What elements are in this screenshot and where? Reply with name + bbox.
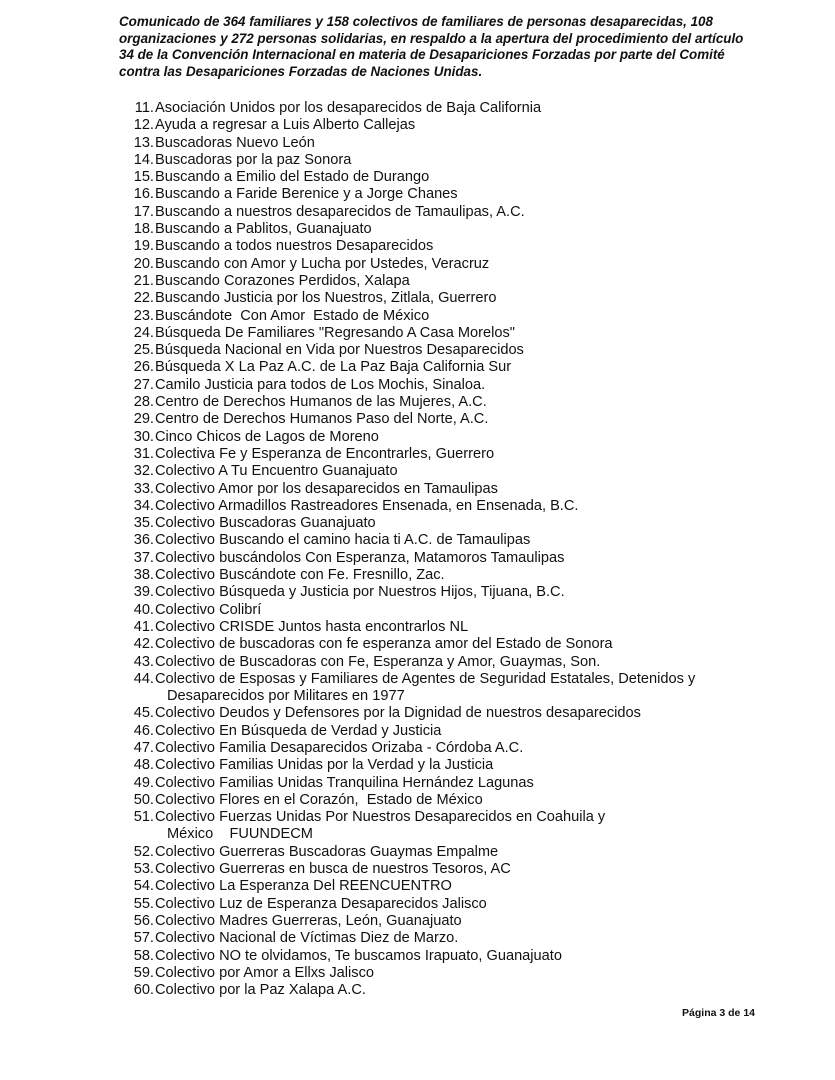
list-item-number: 46. [133,722,154,739]
list-item-line: Buscando Corazones Perdidos, Xalapa [155,272,410,289]
organization-list [118,100,768,999]
list-item-line: Buscando con Amor y Lucha por Ustedes, Veracruz [155,255,490,272]
list-item-line: Colectivo por la Paz Xalapa A.C. [155,982,366,999]
list-item-line: Buscando a Faride Berenice y a Jorge Chanes [155,186,458,203]
list-item [118,532,768,549]
list-item-line: Colectivo Flores en el Corazón, Estado de México [155,791,483,808]
list-item-line: Colectivo Buscando el camino hacia ti A.C. de Tamaulipas [155,532,531,549]
list-item-line: Buscadoras Nuevo León [155,134,315,151]
list-item-text [154,429,768,446]
header-line: 34 de la Convención Internacional en materia de Desapariciones Forzadas por parte del Comité [119,47,725,63]
list-item-text [154,342,768,359]
list-item-number: 12. [133,117,154,134]
list-item [118,550,768,567]
list-item-line: Colectivo Nacional de Víctimas Diez de Marzo. [155,930,459,947]
list-item-text [154,498,768,515]
list-item-number: 59. [133,964,154,981]
list-item [118,204,768,221]
list-item-text [154,965,768,982]
list-item-text [154,463,768,480]
list-item-text [154,256,768,273]
list-item-number: 58. [133,947,154,964]
list-item [118,290,768,307]
list-item-text [154,619,768,636]
list-item-text [154,723,768,740]
list-item-text [154,204,768,221]
list-item-number: 14. [133,151,154,168]
list-item-number: 31. [133,445,154,462]
list-item-text [154,567,768,584]
list-item-line: Colectivo CRISDE Juntos hasta encontrarlos NL [155,618,469,635]
list-item-text [154,913,768,930]
list-item-number: 53. [133,861,154,878]
list-item [118,619,768,636]
list-item-line: Búsqueda Nacional en Vida por Nuestros Desaparecidos [155,342,524,359]
list-item-number: 52. [133,843,154,860]
list-item-number: 24. [133,324,154,341]
list-item-text [154,705,768,722]
list-item [118,792,768,809]
list-item-line: Colectivo Armadillos Rastreadores Ensenada, en Ensenada, B.C. [155,497,579,514]
list-item-line: Asociación Unidos por los desaparecidos de Baja California [155,100,542,116]
list-item-text [154,654,768,671]
list-item-text [154,740,768,757]
list-item-line: Camilo Justicia para todos de Los Mochis, Sinaloa. [155,376,486,393]
list-item [118,723,768,740]
list-item-line: Colectivo Buscadoras Guanajuato [155,515,376,532]
list-item-line: Colectivo Guerreras en busca de nuestros Tesoros, AC [155,861,511,878]
list-item-number: 25. [133,342,154,359]
list-item [118,186,768,203]
list-item-text [154,238,768,255]
list-item-number: 27. [133,376,154,393]
list-item-text [154,411,768,428]
list-item-text [154,844,768,861]
document-header [119,14,769,80]
list-item [118,861,768,878]
list-item-line: Buscándote Con Amor Estado de México [155,307,430,324]
list-item-number: 51. [133,809,154,826]
list-item-line: Búsqueda De Familiares "Regresando A Casa Morelos" [155,324,515,341]
list-item-text [154,273,768,290]
list-item-number: 50. [133,791,154,808]
list-item-number: 34. [133,497,154,514]
list-item-line: Colectivo Fuerzas Unidas Por Nuestros Desaparecidos en Coahuila y [155,809,606,826]
list-item-line: Colectivo Guerreras Buscadoras Guaymas Empalme [155,843,499,860]
list-item [118,152,768,169]
list-item [118,359,768,376]
list-item-number: 47. [133,739,154,756]
list-item-text [154,602,768,619]
list-item-text [154,135,768,152]
list-item-text [154,377,768,394]
list-item-line: Ayuda a regresar a Luis Alberto Callejas [155,117,416,134]
list-item-number: 45. [133,705,154,722]
list-item-line: Colectivo Colibrí [155,601,262,618]
list-item [118,325,768,342]
list-item [118,377,768,394]
list-item-number: 33. [133,480,154,497]
list-item [118,221,768,238]
list-item-number: 57. [133,930,154,947]
list-item-number: 40. [133,601,154,618]
list-item-text [154,809,768,844]
list-item-line: Colectivo La Esperanza Del REENCUENTRO [155,878,452,895]
list-item-number: 37. [133,549,154,566]
list-item [118,100,768,117]
list-item [118,740,768,757]
list-item-line: Buscando Justicia por los Nuestros, Zitlala, Guerrero [155,290,497,307]
list-item-text [154,636,768,653]
list-item-number: 41. [133,618,154,635]
header-line: Comunicado de 364 familiares y 158 colectivos de familiares de personas desaparecidas, 108 [119,14,713,29]
list-item-line: Buscando a Pablitos, Guanajuato [155,221,372,238]
list-item [118,394,768,411]
list-item-text [154,290,768,307]
list-item-text [154,186,768,203]
list-item-number: 35. [133,515,154,532]
list-item-number: 39. [133,584,154,601]
list-item [118,948,768,965]
list-item-text [154,446,768,463]
list-item-text [154,948,768,965]
list-item-text [154,861,768,878]
list-item [118,602,768,619]
list-item-line: Colectivo Familias Unidas por la Verdad y la Justicia [155,757,494,774]
list-item-number: 38. [133,567,154,584]
list-item-line: Colectiva Fe y Esperanza de Encontrarles, Guerrero [155,445,495,462]
list-item-number: 43. [133,653,154,670]
list-item-line: Colectivo Luz de Esperanza Desaparecidos Jalisco [155,895,487,912]
list-item-line: Colectivo En Búsqueda de Verdad y Justicia [155,722,442,739]
list-item-number: 22. [133,290,154,307]
list-item-number: 18. [133,221,154,238]
list-item [118,411,768,428]
list-item-text [154,550,768,567]
list-item-text [154,481,768,498]
list-item-text [154,792,768,809]
list-item-line: Búsqueda X La Paz A.C. de La Paz Baja California Sur [155,359,512,376]
list-item-number: 60. [133,982,154,999]
list-item-number: 11. [134,100,154,116]
list-item [118,567,768,584]
header-line: contra las Desapariciones Forzadas de Naciones Unidas. [119,63,483,79]
list-item-line: Buscando a Emilio del Estado de Durango [155,169,430,186]
list-item-line: Buscando a nuestros desaparecidos de Tamaulipas, A.C. [155,203,525,220]
list-item [118,636,768,653]
list-item [118,705,768,722]
list-item-text [154,584,768,601]
page-number: Página 3 de 14 [682,1007,755,1019]
list-item [118,930,768,947]
list-item-line: Colectivo de buscadoras con fe esperanza amor del Estado de Sonora [155,636,613,653]
list-item-number: 42. [133,636,154,653]
list-item-text [154,100,768,117]
list-item-number: 28. [133,394,154,411]
list-item-line: Colectivo de Buscadoras con Fe, Esperanza y Amor, Guaymas, Son. [155,653,601,670]
list-item-text [154,982,768,999]
list-item-line: México FUUNDECM [167,826,313,843]
list-item [118,896,768,913]
list-item-number: 49. [133,774,154,791]
list-item-text [154,878,768,895]
list-item-text [154,394,768,411]
list-item-line: Buscando a todos nuestros Desaparecidos [155,238,434,255]
list-item [118,273,768,290]
list-item-line: Colectivo A Tu Encuentro Guanajuato [155,463,398,480]
list-item-line: Colectivo Familias Unidas Tranquilina Hernández Lagunas [155,774,534,791]
list-item [118,256,768,273]
list-item-text [154,532,768,549]
list-item-number: 30. [133,428,154,445]
list-item-text [154,221,768,238]
list-item-line: Colectivo Búsqueda y Justicia por Nuestros Hijos, Tijuana, B.C. [155,584,565,601]
list-item-text [154,169,768,186]
list-item-text [154,515,768,532]
list-item-text [154,325,768,342]
list-item [118,481,768,498]
list-item-line: Colectivo por Amor a Ellxs Jalisco [155,964,374,981]
list-item [118,498,768,515]
list-item-number: 32. [133,463,154,480]
list-item [118,809,768,844]
list-item-line: Colectivo de Esposas y Familiares de Agentes de Seguridad Estatales, Detenidos y [155,670,696,687]
list-item-text [154,671,768,706]
list-item-line: Colectivo NO te olvidamos, Te buscamos Irapuato, Guanajuato [155,947,562,964]
list-item-line: Cinco Chicos de Lagos de Moreno [155,428,379,445]
list-item [118,982,768,999]
list-item-text [154,757,768,774]
list-item-text [154,930,768,947]
list-item [118,913,768,930]
list-item [118,775,768,792]
list-item [118,844,768,861]
list-item [118,654,768,671]
list-item [118,757,768,774]
list-item-line: Colectivo Deudos y Defensores por la Dignidad de nuestros desaparecidos [155,705,641,722]
list-item-number: 20. [133,255,154,272]
list-item-number: 23. [133,307,154,324]
list-item-line: Colectivo Amor por los desaparecidos en Tamaulipas [155,480,498,497]
list-item [118,878,768,895]
list-item [118,671,768,706]
list-item-number: 17. [133,203,154,220]
list-item-number: 56. [133,912,154,929]
header-line: organizaciones y 272 personas solidarias, en respaldo a la apertura del procedimiento del artículo [119,30,744,46]
list-item-text [154,359,768,376]
list-item-line: Buscadoras por la paz Sonora [155,151,352,168]
list-item-text [154,775,768,792]
list-item-line: Colectivo Familia Desaparecidos Orizaba - Córdoba A.C. [155,739,524,756]
list-item-line: Colectivo buscándolos Con Esperanza, Matamoros Tamaulipas [155,549,565,566]
list-item-line: Centro de Derechos Humanos Paso del Norte, A.C. [155,411,489,428]
list-item-number: 48. [133,757,154,774]
list-item [118,584,768,601]
list-item [118,965,768,982]
list-item-number: 29. [133,411,154,428]
list-item [118,135,768,152]
list-item [118,238,768,255]
list-item-line: Centro de Derechos Humanos de las Mujeres, A.C. [155,394,487,411]
list-item-text [154,308,768,325]
list-item [118,429,768,446]
list-item [118,463,768,480]
list-item-number: 36. [133,532,154,549]
list-item-text [154,896,768,913]
list-item-line: Colectivo Buscándote con Fe. Fresnillo, Zac. [155,567,445,584]
list-item-number: 44. [133,670,154,687]
list-item-number: 21. [133,272,154,289]
list-item [118,169,768,186]
list-item-number: 26. [133,359,154,376]
list-item-number: 19. [133,238,154,255]
list-item [118,117,768,134]
list-item-line: Desaparecidos por Militares en 1977 [167,688,405,705]
list-item-number: 55. [133,895,154,912]
list-item-text [154,117,768,134]
list-item-number: 16. [133,186,154,203]
list-item [118,308,768,325]
list-item-number: 54. [133,878,154,895]
list-item [118,446,768,463]
list-item [118,515,768,532]
list-item-text [154,152,768,169]
list-item-number: 13. [133,134,154,151]
list-item-line: Colectivo Madres Guerreras, León, Guanajuato [155,912,462,929]
list-item [118,342,768,359]
list-item-number: 15. [133,169,154,186]
